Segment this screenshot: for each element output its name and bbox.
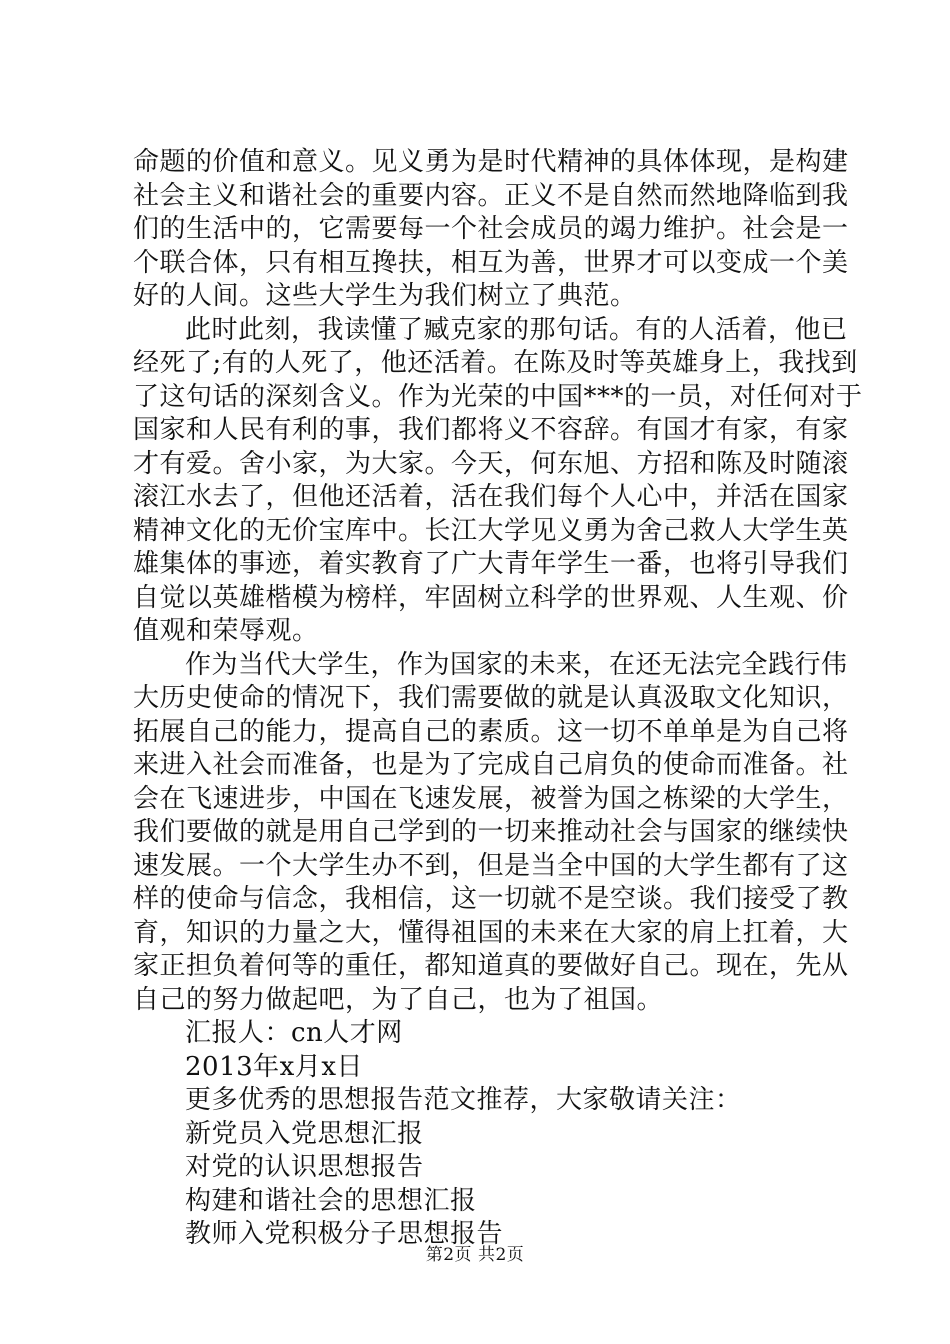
reporter-line: 汇报人：cn人才网 xyxy=(185,1018,403,1048)
paragraph-line: 样的使命与信念，我相信，这一切就不是空谈。我们接受了教 xyxy=(133,884,849,914)
paragraph-line: 个联合体，只有相互搀扶，相互为善，世界才可以变成一个美 xyxy=(133,247,849,278)
page-number-footer: 第2页 共2页 xyxy=(425,1245,525,1265)
paragraph-line: 速发展。一个大学生办不到，但是当全中国的大学生都有了这 xyxy=(133,850,849,881)
paragraph-line: 社会主义和谐社会的重要内容。正义不是自然而然地降临到我 xyxy=(133,180,849,211)
paragraph-line: 们的生活中的，它需要每一个社会成员的竭力维护。社会是一 xyxy=(133,214,849,244)
paragraph-line: 我们要做的就是用自己学到的一切来推动社会与国家的继续快 xyxy=(133,817,849,847)
paragraph-line: 值观和荣辱观。 xyxy=(133,616,319,646)
signature-block xyxy=(133,1017,828,1084)
paragraph-line: 才有爱。舍小家，为大家。今天，何东旭、方招和陈及时随滚 xyxy=(133,448,849,479)
recommendation-link[interactable]: 对党的认识思想报告 xyxy=(185,1152,424,1182)
paragraph-line: 自己的努力做起吧，为了自己，也为了祖国。 xyxy=(133,984,664,1015)
date-line: 2013年x月x日 xyxy=(185,1051,363,1082)
paragraph-line: 好的人间。这些大学生为我们树立了典范。 xyxy=(133,281,637,311)
paragraph-line: 雄集体的事迹，着实教育了广大青年学生一番，也将引导我们 xyxy=(133,549,849,579)
paragraph-line: 命题的价值和意义。见义勇为是时代精神的具体体现，是构建 xyxy=(133,147,849,177)
recommendation-link[interactable]: 教师入党积极分子思想报告 xyxy=(185,1219,504,1249)
paragraph-line: 滚江水去了，但他还活着，活在我们每个人心中，并活在国家 xyxy=(133,482,849,512)
paragraph-line: 此时此刻，我读懂了臧克家的那句话。有的人活着，他已 xyxy=(185,314,848,345)
paragraph-2 xyxy=(133,314,863,649)
paragraph-line: 来进入社会而准备，也是为了完成自己肩负的使命而准备。社 xyxy=(133,750,849,780)
recommendations-intro: 更多优秀的思想报告范文推荐，大家敬请关注： xyxy=(185,1085,742,1115)
document-body xyxy=(133,146,863,1252)
paragraph-line: 作为当代大学生，作为国家的未来，在还无法完全践行伟 xyxy=(185,649,848,680)
paragraph-line: 育，知识的力量之大，懂得祖国的未来在大家的肩上扛着，大 xyxy=(133,917,849,948)
paragraph-line: 了这句话的深刻含义。作为光荣的中国***的一员，对任何对于 xyxy=(133,381,863,412)
paragraph-line: 精神文化的无价宝库中。长江大学见义勇为舍己救人大学生英 xyxy=(133,515,849,546)
paragraph-line: 家正担负着何等的重任，都知道真的要做好自己。现在，先从 xyxy=(133,951,849,981)
paragraph-1 xyxy=(133,146,849,314)
paragraph-line: 拓展自己的能力，提高自己的素质。这一切不单单是为自己将 xyxy=(133,716,849,747)
paragraph-line: 大历史使命的情况下，我们需要做的就是认真汲取文化知识， xyxy=(133,683,849,713)
recommendation-link[interactable]: 新党员入党思想汇报 xyxy=(185,1118,424,1149)
paragraph-line: 国家和人民有利的事，我们都将义不容辞。有国才有家，有家 xyxy=(133,415,849,445)
recommendation-link[interactable]: 构建和谐社会的思想汇报 xyxy=(185,1185,477,1216)
paragraph-3 xyxy=(133,649,849,1018)
paragraph-line: 经死了;有的人死了，他还活着。在陈及时等英雄身上，我找到 xyxy=(133,348,858,378)
paragraph-line: 会在飞速进步，中国在飞速发展，被誉为国之栋梁的大学生， xyxy=(133,783,849,814)
paragraph-line: 自觉以英雄楷模为榜样，牢固树立科学的世界观、人生观、价 xyxy=(133,582,849,613)
recommendations xyxy=(133,1084,828,1252)
